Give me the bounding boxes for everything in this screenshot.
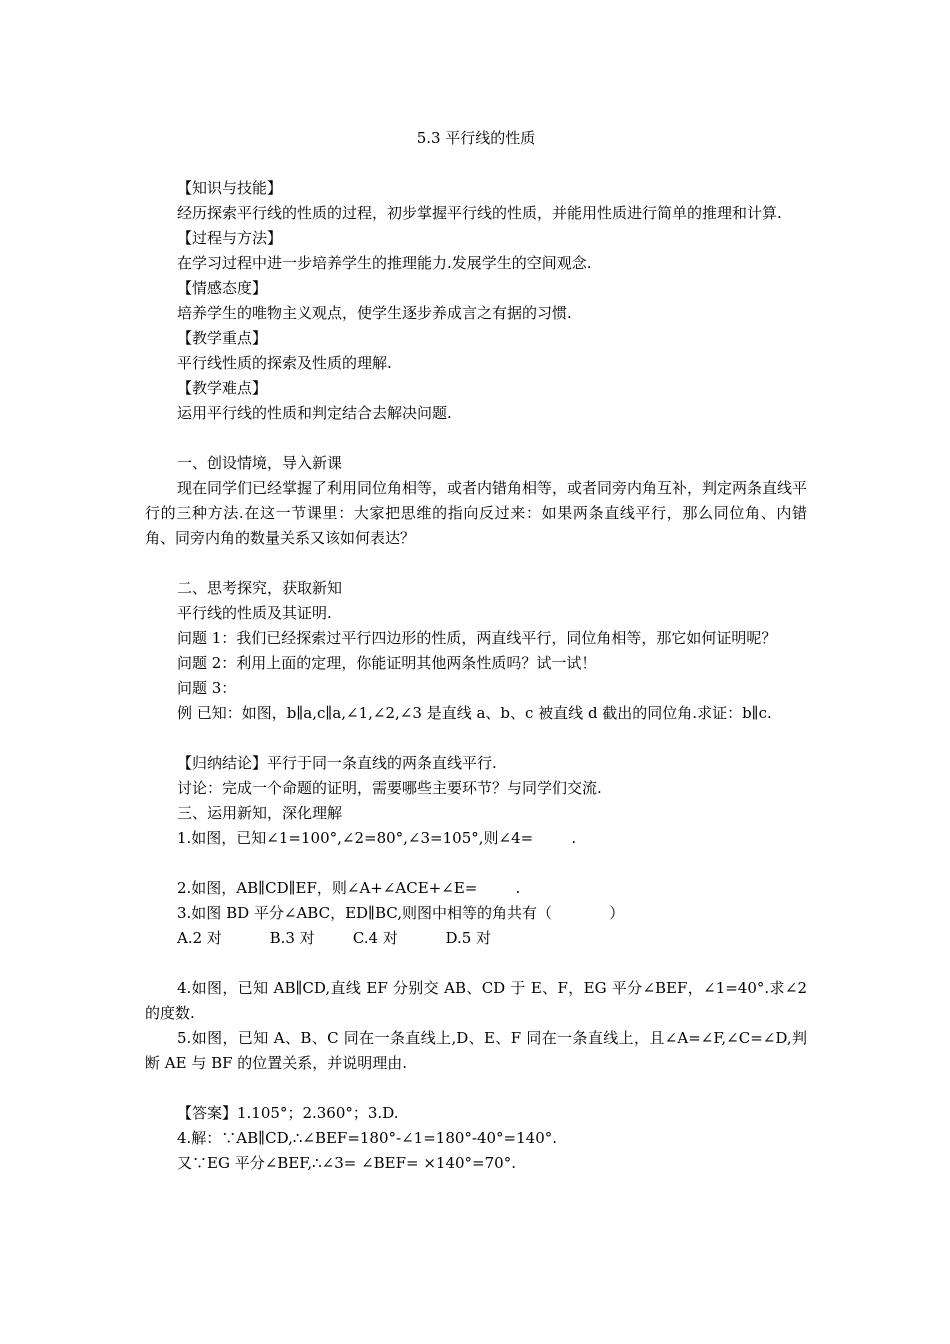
spacer: [145, 951, 807, 976]
spacer: [145, 726, 807, 751]
problem-3-options: A.2 对 B.3 对 C.4 对 D.5 对: [177, 929, 492, 947]
section1-heading: 一、创设情境，导入新课: [177, 454, 343, 472]
page-title: 5.3 平行线的性质: [416, 129, 536, 147]
knowledge-text: 经历探索平行线的性质的过程，初步掌握平行线的性质，并能用性质进行简单的推理和计算.: [177, 204, 782, 222]
section2-heading: 二、思考探究，获取新知: [177, 579, 343, 597]
problem-1: 1.如图，已知∠1=100°,∠2=80°,∠3=105°,则∠4= .: [177, 829, 577, 847]
discussion-text: 讨论：完成一个命题的证明，需要哪些主要环节？与同学们交流.: [177, 779, 602, 797]
problem-2: 2.如图，AB∥CD∥EF，则∠A+∠ACE+∠E= .: [177, 879, 521, 897]
section3-heading: 三、运用新知，深化理解: [177, 804, 343, 822]
question-2: 问题 2：利用上面的定理，你能证明其他两条性质吗？试一试！: [177, 654, 597, 672]
answers-line-3: 又∵EG 平分∠BEF,∴∠3= ∠BEF= ×140°=70°.: [177, 1154, 516, 1172]
section1-text: 现在同学们已经掌握了利用同位角相等，或者内错角相等，或者同旁内角互补，判定两条直线平行的三种方法.在这一节课里：大家把思维的指向反过来：如果两条直线平行，那么同位角、内错角、同旁内角的数量关系又该如何表达？: [145, 479, 808, 547]
spacer: [145, 551, 807, 576]
emotion-heading: 【情感态度】: [177, 279, 268, 297]
key-points-text: 平行线性质的探索及性质的理解.: [177, 354, 392, 372]
answers-line-1: 【答案】1.105°；2.360°；3.D.: [177, 1104, 399, 1122]
spacer: [145, 851, 807, 876]
problem-5: 5.如图，已知 A、B、C 同在一条直线上,D、E、F 同在一条直线上，且∠A=∠F,∠C=∠D,判断 AE 与 BF 的位置关系，并说明理由.: [145, 1029, 807, 1072]
process-text: 在学习过程中进一步培养学生的推理能力.发展学生的空间观念.: [177, 254, 592, 272]
problem-4: 4.如图，已知 AB∥CD,直线 EF 分别交 AB、CD 于 E、F，EG 平分∠BEF，∠1=40°.求∠2 的度数.: [145, 979, 807, 1022]
key-points-heading: 【教学重点】: [177, 329, 268, 347]
problem-3: 3.如图 BD 平分∠ABC，ED∥BC,则图中相等的角共有（ ）: [177, 904, 625, 922]
difficulties-text: 运用平行线的性质和判定结合去解决问题.: [177, 404, 452, 422]
answers-line-2: 4.解：∵AB∥CD,∴∠BEF=180°-∠1=180°-40°=140°.: [177, 1129, 558, 1147]
process-heading: 【过程与方法】: [177, 229, 283, 247]
question-3: 问题 3：: [177, 679, 237, 697]
section2-intro: 平行线的性质及其证明.: [177, 604, 332, 622]
spacer: [145, 426, 807, 451]
conclusion-text: 【归纳结论】平行于同一条直线的两条直线平行.: [177, 754, 497, 772]
example-text: 例 已知：如图，b∥a,c∥a,∠1,∠2,∠3 是直线 a、b、c 被直线 d 截出的同位角.求证：b∥c.: [177, 704, 772, 722]
knowledge-heading: 【知识与技能】: [177, 179, 283, 197]
question-1: 问题 1：我们已经探索过平行四边形的性质，两直线平行，同位角相等，那它如何证明呢？: [177, 629, 777, 647]
emotion-text: 培养学生的唯物主义观点，使学生逐步养成言之有据的习惯.: [177, 304, 572, 322]
spacer: [145, 1076, 807, 1101]
document-page: [145, 126, 807, 1176]
difficulties-heading: 【教学难点】: [177, 379, 268, 397]
